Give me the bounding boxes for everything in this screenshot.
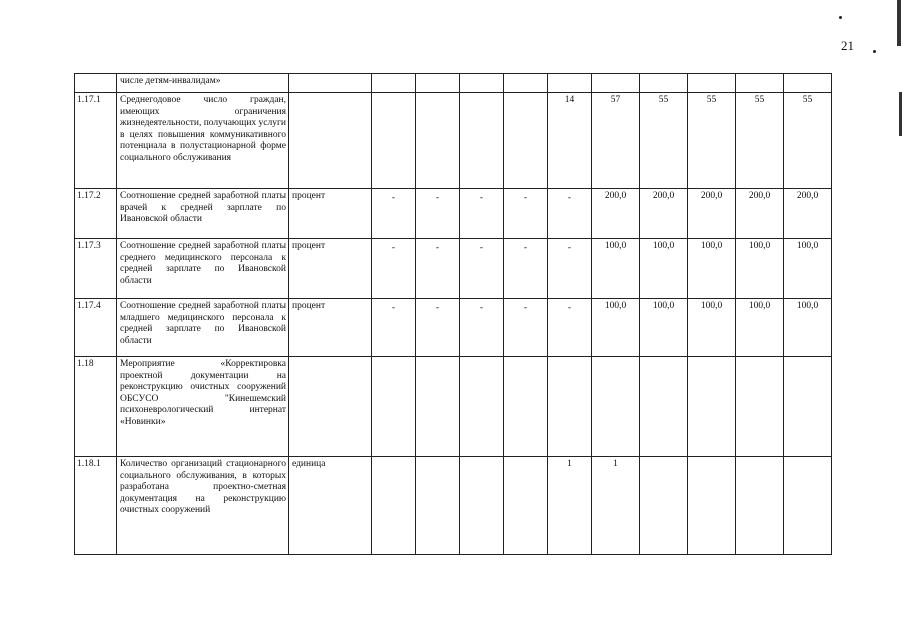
value-cell: 14 bbox=[548, 93, 592, 189]
value-cell bbox=[736, 457, 784, 555]
value-cell bbox=[548, 357, 592, 457]
value-cell bbox=[548, 74, 592, 93]
value-cell bbox=[416, 93, 460, 189]
value-cell: 100,0 bbox=[784, 239, 832, 299]
value-cell bbox=[504, 457, 548, 555]
value-cell bbox=[416, 457, 460, 555]
value-cell: - bbox=[504, 299, 548, 357]
value-cell: - bbox=[504, 239, 548, 299]
value-cell bbox=[504, 357, 548, 457]
value-cell: - bbox=[548, 189, 592, 239]
value-cell bbox=[736, 74, 784, 93]
value-cell bbox=[372, 457, 416, 555]
value-cell: 100,0 bbox=[640, 299, 688, 357]
value-cell: 57 bbox=[592, 93, 640, 189]
table-row bbox=[75, 239, 832, 299]
value-cell: - bbox=[372, 239, 416, 299]
unit bbox=[289, 357, 372, 457]
unit: единица bbox=[289, 457, 372, 555]
value-cell bbox=[416, 357, 460, 457]
value-cell bbox=[592, 357, 640, 457]
value-cell bbox=[784, 74, 832, 93]
value-cell: 100,0 bbox=[592, 299, 640, 357]
value-cell bbox=[460, 74, 504, 93]
indicator-name: Соотношение средней заработной платы среднего медицинского персонала к средней зарплате по Ивановской области bbox=[117, 239, 289, 299]
row-number: 1.18.1 bbox=[75, 457, 117, 555]
value-cell bbox=[784, 457, 832, 555]
value-cell bbox=[504, 93, 548, 189]
value-cell: 55 bbox=[784, 93, 832, 189]
value-cell bbox=[640, 357, 688, 457]
value-cell: 55 bbox=[688, 93, 736, 189]
value-cell: - bbox=[460, 189, 504, 239]
value-cell bbox=[592, 74, 640, 93]
value-cell: - bbox=[460, 299, 504, 357]
value-cell bbox=[688, 457, 736, 555]
indicator-name: Среднегодовое число граждан, имеющих ограничения жизнедеятельности, получающих услуги в целях повышения коммуникативного потенциала в полустационарной форме социального обслуживания bbox=[117, 93, 289, 189]
value-cell: 200,0 bbox=[736, 189, 784, 239]
row-number: 1.17.3 bbox=[75, 239, 117, 299]
scan-edge-mark bbox=[897, 0, 901, 46]
indicator-name: Мероприятие «Корректировка проектной документации на реконструкцию очистных сооружений ОБСУСО "Кинешемский психоневрологический интернат «Новинки» bbox=[117, 357, 289, 457]
value-cell: 100,0 bbox=[736, 299, 784, 357]
table-row bbox=[75, 357, 832, 457]
value-cell bbox=[416, 74, 460, 93]
value-cell bbox=[372, 93, 416, 189]
value-cell bbox=[460, 93, 504, 189]
value-cell: 55 bbox=[640, 93, 688, 189]
unit: процент bbox=[289, 299, 372, 357]
unit: процент bbox=[289, 189, 372, 239]
row-number: 1.17.4 bbox=[75, 299, 117, 357]
table-row bbox=[75, 299, 832, 357]
table-row bbox=[75, 93, 832, 189]
value-cell: 1 bbox=[548, 457, 592, 555]
value-cell: 200,0 bbox=[640, 189, 688, 239]
value-cell bbox=[640, 74, 688, 93]
indicator-name: Количество организаций стационарного социального обслуживания, в которых разработана проектно-сметная документация на реконструкцию очистных сооружений bbox=[117, 457, 289, 555]
value-cell: - bbox=[416, 299, 460, 357]
indicator-name: Соотношение средней заработной платы врачей к средней зарплате по Ивановской области bbox=[117, 189, 289, 239]
value-cell: 100,0 bbox=[688, 239, 736, 299]
value-cell: 100,0 bbox=[688, 299, 736, 357]
value-cell: 200,0 bbox=[592, 189, 640, 239]
value-cell bbox=[460, 457, 504, 555]
value-cell: - bbox=[372, 299, 416, 357]
value-cell bbox=[688, 74, 736, 93]
unit: процент bbox=[289, 239, 372, 299]
value-cell bbox=[504, 74, 548, 93]
value-cell: 200,0 bbox=[784, 189, 832, 239]
row-number: 1.17.2 bbox=[75, 189, 117, 239]
page-number: 21 bbox=[841, 38, 854, 53]
value-cell bbox=[640, 457, 688, 555]
value-cell: 55 bbox=[736, 93, 784, 189]
value-cell: - bbox=[548, 239, 592, 299]
scan-speck bbox=[839, 16, 842, 19]
value-cell bbox=[688, 357, 736, 457]
value-cell: 1 bbox=[592, 457, 640, 555]
table-row bbox=[75, 457, 832, 555]
table-row bbox=[75, 189, 832, 239]
value-cell bbox=[372, 74, 416, 93]
value-cell bbox=[736, 357, 784, 457]
table-row bbox=[75, 74, 832, 93]
value-cell: - bbox=[416, 189, 460, 239]
row-number: 1.18 bbox=[75, 357, 117, 457]
value-cell: 100,0 bbox=[736, 239, 784, 299]
row-number: 1.17.1 bbox=[75, 93, 117, 189]
value-cell: 100,0 bbox=[592, 239, 640, 299]
value-cell: - bbox=[416, 239, 460, 299]
indicator-name: числе детям-инвалидам» bbox=[117, 74, 289, 93]
value-cell bbox=[784, 357, 832, 457]
value-cell: - bbox=[548, 299, 592, 357]
indicator-name: Соотношение средней заработной платы младшего медицинского персонала к средней зарплате по Ивановской области bbox=[117, 299, 289, 357]
value-cell: - bbox=[372, 189, 416, 239]
value-cell: 100,0 bbox=[640, 239, 688, 299]
row-number bbox=[75, 74, 117, 93]
indicator-table bbox=[74, 73, 832, 555]
value-cell: 100,0 bbox=[784, 299, 832, 357]
value-cell bbox=[460, 357, 504, 457]
value-cell: - bbox=[460, 239, 504, 299]
value-cell bbox=[372, 357, 416, 457]
scan-speck bbox=[873, 50, 876, 53]
unit bbox=[289, 93, 372, 189]
value-cell: - bbox=[504, 189, 548, 239]
unit bbox=[289, 74, 372, 93]
value-cell: 200,0 bbox=[688, 189, 736, 239]
scan-edge-mark bbox=[899, 92, 902, 136]
